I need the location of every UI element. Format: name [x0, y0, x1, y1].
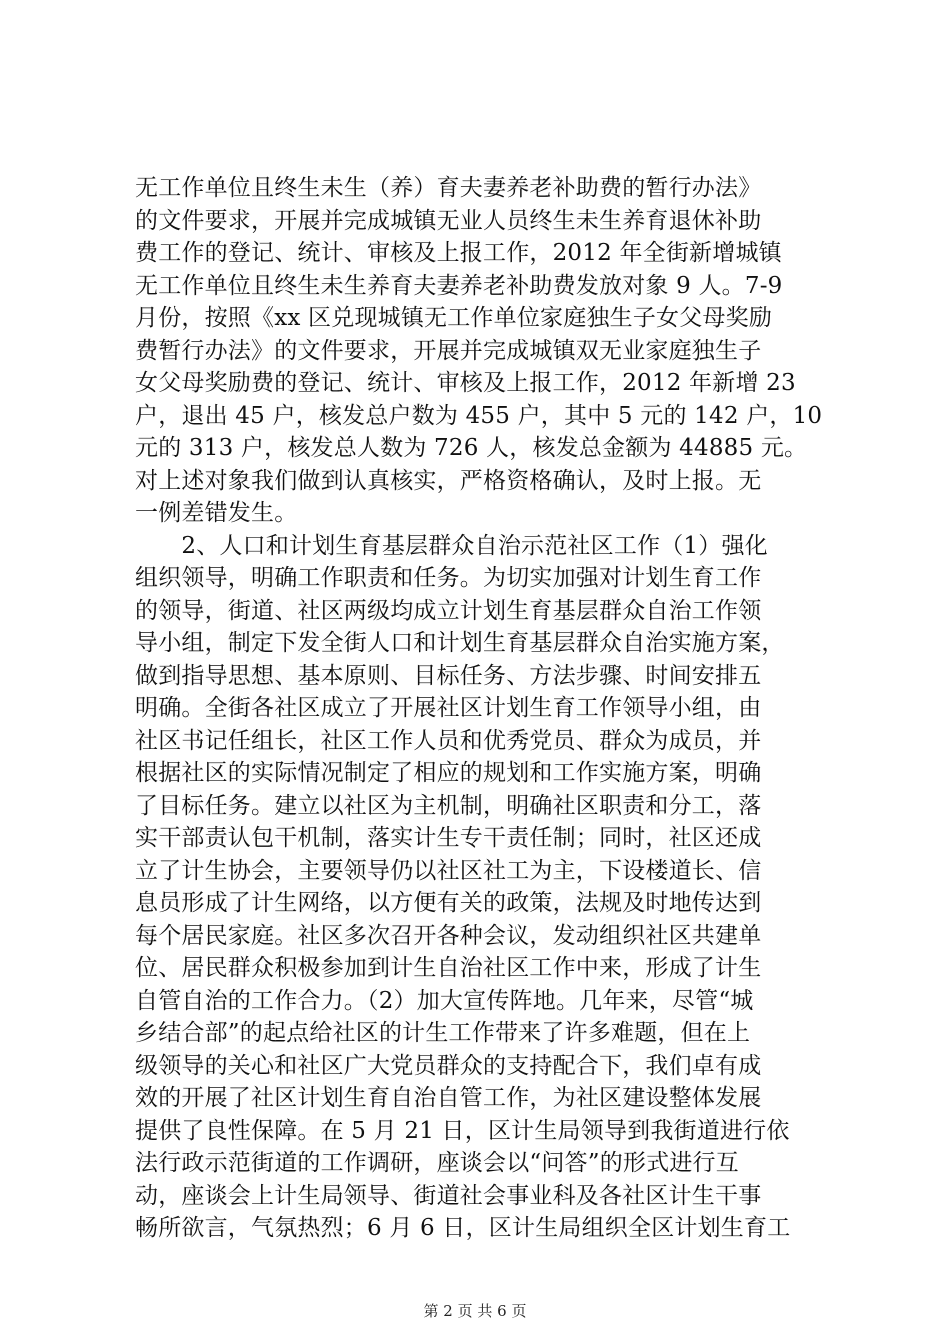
- text-line: 乡结合部”的起点给社区的计生工作带来了许多难题，但在上: [135, 1020, 751, 1046]
- text-line: 明确。全街各社区成立了开展社区计划生育工作领导小组，由: [135, 695, 762, 721]
- text-line: 对上述对象我们做到认真核实，严格资格确认，及时上报。无: [135, 467, 762, 494]
- document-body: [135, 172, 825, 1245]
- text-line: 息员形成了计生网络，以方便有关的政策，法规及时地传达到: [135, 890, 762, 916]
- text-line: 费暂行办法》的文件要求，开展并完成城镇双无业家庭独生子: [135, 337, 762, 364]
- text-line: 社区书记任组长，社区工作人员和优秀党员、群众为成员，并: [135, 727, 762, 754]
- text-line: 无工作单位且终生未生养育夫妻养老补助费发放对象 9 人。7-9: [135, 272, 783, 299]
- text-line: 户，退出 45 户，核发总户数为 455 户，其中 5 元的 142 户，10: [135, 402, 823, 429]
- text-line: 每个居民家庭。社区多次召开各种会议，发动组织社区共建单: [135, 922, 762, 949]
- text-line: 级领导的关心和社区广大党员群众的支持配合下，我们卓有成: [135, 1052, 762, 1079]
- text-line: 提供了良性保障。在 5 月 21 日，区计生局领导到我街道进行依: [135, 1117, 790, 1144]
- page-number-footer: 第 2 页 共 6 页: [423, 1302, 527, 1320]
- text-line: 无工作单位且终生未生（养）育夫妻养老补助费的暂行办法》: [135, 175, 762, 201]
- text-line: 动，座谈会上计生局领导、街道社会事业科及各社区计生干事: [135, 1182, 762, 1209]
- text-line: 的文件要求，开展并完成城镇无业人员终生未生养育退休补助: [135, 207, 762, 234]
- text-line: 了目标任务。建立以社区为主机制，明确社区职责和分工，落: [135, 792, 762, 819]
- text-line: 组织领导，明确工作职责和任务。为切实加强对计划生育工作: [135, 565, 762, 591]
- text-line: 导小组，制定下发全街人口和计划生育基层群众自治实施方案，: [135, 630, 785, 656]
- text-line: 费工作的登记、统计、审核及上报工作，2012 年全街新增城镇: [135, 240, 782, 266]
- text-line: 元的 313 户，核发总人数为 726 人，核发总金额为 44885 元。: [135, 435, 808, 461]
- text-line: 做到指导思想、基本原则、目标任务、方法步骤、时间安排五: [135, 662, 762, 689]
- text-line: 法行政示范街道的工作调研，座谈会以“问答”的形式进行互: [135, 1150, 739, 1176]
- text-line: 根据社区的实际情况制定了相应的规划和工作实施方案，明确: [135, 760, 762, 786]
- text-line: 畅所欲言，气氛热烈；6 月 6 日，区计生局组织全区计划生育工: [135, 1215, 791, 1241]
- text-line: 立了计生协会，主要领导仍以社区社工为主，下设楼道长、信: [135, 857, 762, 884]
- text-line: 2、人口和计划生育基层群众自治示范社区工作（1）强化: [135, 532, 768, 559]
- text-line: 的领导，街道、社区两级均成立计划生育基层群众自治工作领: [135, 597, 762, 624]
- text-line: 月份，按照《xx 区兑现城镇无工作单位家庭独生子女父母奖励: [135, 305, 773, 331]
- text-line: 一例差错发生。: [135, 500, 298, 526]
- text-line: 自管自治的工作合力。（2）加大宣传阵地。几年来，尽管“城: [135, 987, 754, 1014]
- text-line: 位、居民群众积极参加到计生自治社区工作中来，形成了计生: [135, 955, 762, 981]
- text-line: 效的开展了社区计划生育自治自管工作，为社区建设整体发展: [135, 1085, 762, 1111]
- text-line: 女父母奖励费的登记、统计、审核及上报工作，2012 年新增 23: [135, 370, 796, 396]
- text-line: 实干部责认包干机制，落实计生专干责任制；同时，社区还成: [135, 825, 762, 851]
